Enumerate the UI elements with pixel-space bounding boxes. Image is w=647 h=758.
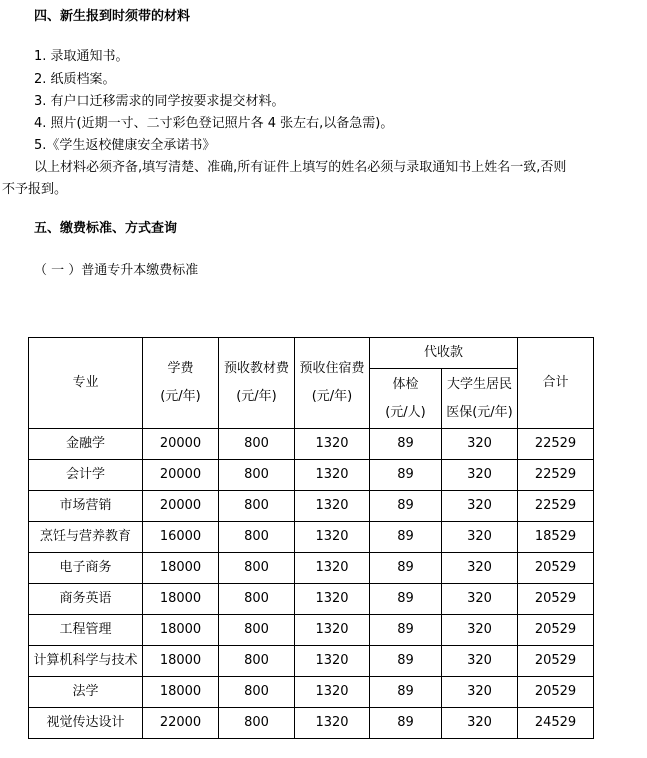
- table-row: [29, 429, 594, 460]
- cell-major: 法学: [29, 677, 143, 708]
- cell-textbook: 800: [219, 460, 295, 491]
- table-header-row: [29, 338, 594, 369]
- cell-tuition: 18000: [143, 677, 219, 708]
- cell-textbook: 800: [219, 522, 295, 553]
- cell-tuition: 20000: [143, 460, 219, 491]
- cell-textbook: 800: [219, 708, 295, 739]
- cell-dorm: 1320: [295, 553, 370, 584]
- cell-dorm: 1320: [295, 584, 370, 615]
- header-tuition-unit: (元/年): [160, 389, 201, 404]
- cell-physical: 89: [370, 491, 442, 522]
- header-insurance: [442, 369, 518, 429]
- header-tuition: [143, 338, 219, 429]
- cell-major: 视觉传达设计: [29, 708, 143, 739]
- table-row: [29, 491, 594, 522]
- cell-tuition: 18000: [143, 553, 219, 584]
- header-insurance-label: 大学生居民: [447, 376, 513, 392]
- material-item-1: 1. 录取通知书。: [34, 49, 129, 64]
- fee-subheading: （ 一 ）普通专升本缴费标准: [34, 263, 199, 278]
- cell-dorm: 1320: [295, 429, 370, 460]
- cell-total: 20529: [518, 584, 594, 615]
- cell-physical: 89: [370, 553, 442, 584]
- header-textbook-label: 预收教材费: [223, 361, 289, 376]
- cell-dorm: 1320: [295, 677, 370, 708]
- cell-total: 22529: [518, 429, 594, 460]
- fee-table-body: [29, 429, 594, 739]
- section-5-heading: 五、缴费标准、方式查询: [34, 221, 178, 236]
- cell-textbook: 800: [219, 429, 295, 460]
- cell-physical: 89: [370, 460, 442, 491]
- cell-dorm: 1320: [295, 646, 370, 677]
- cell-physical: 89: [370, 615, 442, 646]
- header-physical-unit: (元/人): [385, 404, 426, 420]
- cell-textbook: 800: [219, 677, 295, 708]
- materials-note-line-2: 不予报到。: [2, 182, 68, 197]
- cell-tuition: 16000: [143, 522, 219, 553]
- cell-total: 22529: [518, 491, 594, 522]
- cell-major: 烹饪与营养教育: [29, 522, 143, 553]
- cell-tuition: 18000: [143, 646, 219, 677]
- section-4-heading: 四、新生报到时须带的材料: [34, 9, 191, 24]
- cell-dorm: 1320: [295, 491, 370, 522]
- material-item-5: 5.《学生返校健康安全承诺书》: [34, 138, 216, 153]
- header-major: 专业: [29, 338, 143, 429]
- cell-physical: 89: [370, 584, 442, 615]
- cell-textbook: 800: [219, 615, 295, 646]
- table-row: [29, 553, 594, 584]
- cell-insurance: 320: [442, 615, 518, 646]
- cell-major: 计算机科学与技术: [29, 646, 143, 677]
- cell-total: 18529: [518, 522, 594, 553]
- table-row: [29, 460, 594, 491]
- cell-tuition: 20000: [143, 491, 219, 522]
- cell-tuition: 22000: [143, 708, 219, 739]
- cell-total: 22529: [518, 460, 594, 491]
- material-item-2: 2. 纸质档案。: [34, 72, 116, 87]
- cell-tuition: 20000: [143, 429, 219, 460]
- table-row: [29, 708, 594, 739]
- header-textbook: [219, 338, 295, 429]
- table-row: [29, 677, 594, 708]
- cell-physical: 89: [370, 429, 442, 460]
- table-row: [29, 646, 594, 677]
- cell-insurance: 320: [442, 522, 518, 553]
- cell-insurance: 320: [442, 429, 518, 460]
- cell-dorm: 1320: [295, 522, 370, 553]
- materials-note-line-1: 以上材料必须齐备,填写清楚、准确,所有证件上填写的姓名必须与录取通知书上姓名一致,否则: [34, 160, 567, 175]
- cell-major: 商务英语: [29, 584, 143, 615]
- cell-physical: 89: [370, 522, 442, 553]
- cell-physical: 89: [370, 708, 442, 739]
- cell-tuition: 18000: [143, 615, 219, 646]
- header-physical: [370, 369, 442, 429]
- cell-insurance: 320: [442, 584, 518, 615]
- header-tuition-label: 学费: [167, 361, 194, 376]
- header-total: 合计: [518, 338, 594, 429]
- cell-major: 金融学: [29, 429, 143, 460]
- cell-insurance: 320: [442, 460, 518, 491]
- cell-textbook: 800: [219, 553, 295, 584]
- cell-insurance: 320: [442, 677, 518, 708]
- table-row: [29, 522, 594, 553]
- cell-major: 工程管理: [29, 615, 143, 646]
- cell-dorm: 1320: [295, 615, 370, 646]
- cell-insurance: 320: [442, 491, 518, 522]
- cell-major: 市场营销: [29, 491, 143, 522]
- cell-physical: 89: [370, 677, 442, 708]
- cell-textbook: 800: [219, 584, 295, 615]
- cell-tuition: 18000: [143, 584, 219, 615]
- cell-total: 24529: [518, 708, 594, 739]
- cell-total: 20529: [518, 615, 594, 646]
- table-row: [29, 615, 594, 646]
- cell-textbook: 800: [219, 646, 295, 677]
- cell-textbook: 800: [219, 491, 295, 522]
- material-item-4: 4. 照片(近期一寸、二寸彩色登记照片各 4 张左右,以备急需)。: [34, 116, 394, 131]
- cell-dorm: 1320: [295, 708, 370, 739]
- fee-table: [28, 337, 594, 739]
- header-dorm: [295, 338, 370, 429]
- cell-total: 20529: [518, 677, 594, 708]
- material-item-3: 3. 有户口迁移需求的同学按要求提交材料。: [34, 94, 285, 109]
- table-row: [29, 584, 594, 615]
- cell-total: 20529: [518, 646, 594, 677]
- header-textbook-unit: (元/年): [236, 389, 277, 404]
- header-dorm-unit: (元/年): [311, 389, 353, 404]
- cell-insurance: 320: [442, 553, 518, 584]
- header-collected-group: 代收款: [370, 338, 518, 369]
- cell-physical: 89: [370, 646, 442, 677]
- cell-major: 会计学: [29, 460, 143, 491]
- header-dorm-label: 预收住宿费: [299, 361, 365, 376]
- header-insurance-unit: 医保(元/年): [446, 404, 513, 420]
- cell-dorm: 1320: [295, 460, 370, 491]
- cell-total: 20529: [518, 553, 594, 584]
- cell-major: 电子商务: [29, 553, 143, 584]
- header-physical-label: 体检: [392, 376, 419, 392]
- cell-insurance: 320: [442, 646, 518, 677]
- cell-insurance: 320: [442, 708, 518, 739]
